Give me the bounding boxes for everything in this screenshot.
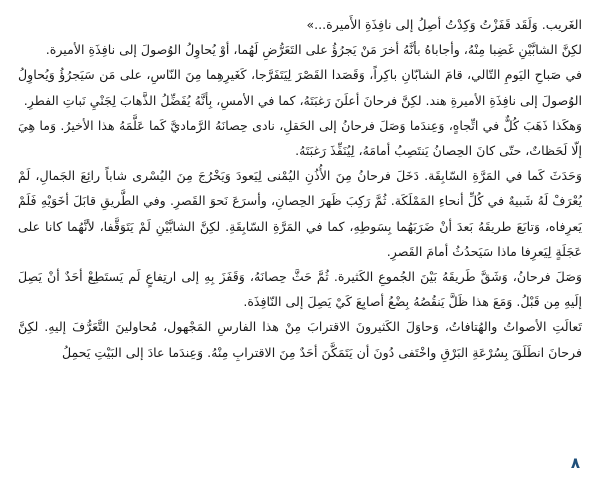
paragraph-6: وَصَلَ فرحانُ، وَشَقَّ طَريقَهُ بَيْنَ الجُموعِ الكَثيرة. ثُمَّ حَثَّ حِصانَهُ، وَقَفَزَ بِهِ إلى ارتِفاعٍ لَم يَستَطِعْ أحَدٌ أنْ يَصِلَ إلَيهِ مِن قَبْلُ. وَمَعَ هذا ظَلَّ يَنقُصُهُ بِضْعُ أصابِعَ كَيْ يَصِلَ إلى النّافِذَة. — [18, 269, 582, 310]
paragraph-2: لكِنَّ الشابَّيْنِ غَضِبا مِنْهُ، وأجاباهُ بأنَّهُ أخرَ مَنْ يَجرُؤُ على التَعَرُّضِ لَهُما، أوْ يُحاوِلُ الوُصولَ إلى نافِذَةِ الأميرة. — [45, 42, 582, 58]
page-number: ٨ — [570, 454, 580, 472]
story-text — [18, 12, 582, 365]
paragraph-3: في صَباحِ اليَومِ التّالي، قامَ الشابّانِ باكِراً، وَقَصَدا القَصْرَ لِيَتَفَرَّجا، كَغَيرِهِما مِنَ النّاسِ، على مَن سَيَجرُؤُ وَيُحاوِلُ الوُصولَ إلى نافِذَةِ الأميرةِ هند. لكِنَّ فرحانَ أعلَنَ رَغبَتَهُ، كما في الأمسِ، بِأنَّهُ يُفَضِّلُ الذَّهابَ لِجَنْيِ نَباتِ الفطرِ. — [18, 67, 582, 108]
paragraph-1: الغَريب. وَلَقَد قَفَزْتُ وَكِدْتُ أصِلُ إلى نافِذَةِ الأَميرة...» — [306, 17, 582, 32]
paragraph-7: تَعالَتِ الأصواتُ والهُتافاتُ، وَحاوَلَ الكَثيرونَ الاقترابَ مِنْ هذا الفارسِ المَجْهول، مُحاولينَ التَّعَرُّفَ إليهِ. لكِنَّ فرحانَ انطَلَقَ بِسُرْعَةِ البَرْقِ واخْتَفى دُونَ أن يَتَمَكَّنَ أحَدٌ مِنَ الاقترابِ مِنْهُ. وَعِندَما عادَ إلى البَيْتِ يَحمِلُ — [18, 319, 582, 360]
paragraph-4: وَهكَذا ذَهَبَ كُلٌّ في اتِّجاهٍ، وَعِندَما وَصَلَ فرحانُ إلى الحَقلِ، نادى حِصانَهُ الرَّماديَّ كَما عَلَّمَهُ هذا الأخيرُ. وَما هِيَ إلّا لَحَظاتٌ، حتّى كانَ الحِصانُ يَنتَصِبُ أمامَهُ، لِيُنَفِّذَ رَغبَتَهُ. — [18, 117, 582, 159]
paragraph-5: وَحَدَثَ كَما في المَرَّةِ السّابِقَة. دَخَلَ فرحانُ مِنَ الأُذُنِ اليُمْنى لِيَعودَ وَيَخْرُجَ مِنَ اليُسْرى شاباً رائِعَ الجَمالِ، لَمْ يُعْرَفْ لَهُ شَبيهٌ في كُلِّ أنحاءِ المَمْلَكَة. ثُمَّ رَكِبَ ظَهرَ الحِصانِ، وأسرَعَ نَحوَ القَصرِ. وفي الطَّريقِ قابَلَ أخَوَيْهِ فَلَمْ يَعرِفاه، وَتابَعَ طريقَهُ بَعدَ أنْ ضَرَبَهُما بِسَوطِهِ، كما في المَرَّةِ السّابِقَةِ. لكِنَّ الشابَّيْنِ لَمْ يَتَوَقَّفا، لأنَّهُما كانا على عَجَلَةٍ لِيَعرِفا ماذا سَيَحدُثُ أمامَ القَصرِ. — [18, 168, 582, 259]
